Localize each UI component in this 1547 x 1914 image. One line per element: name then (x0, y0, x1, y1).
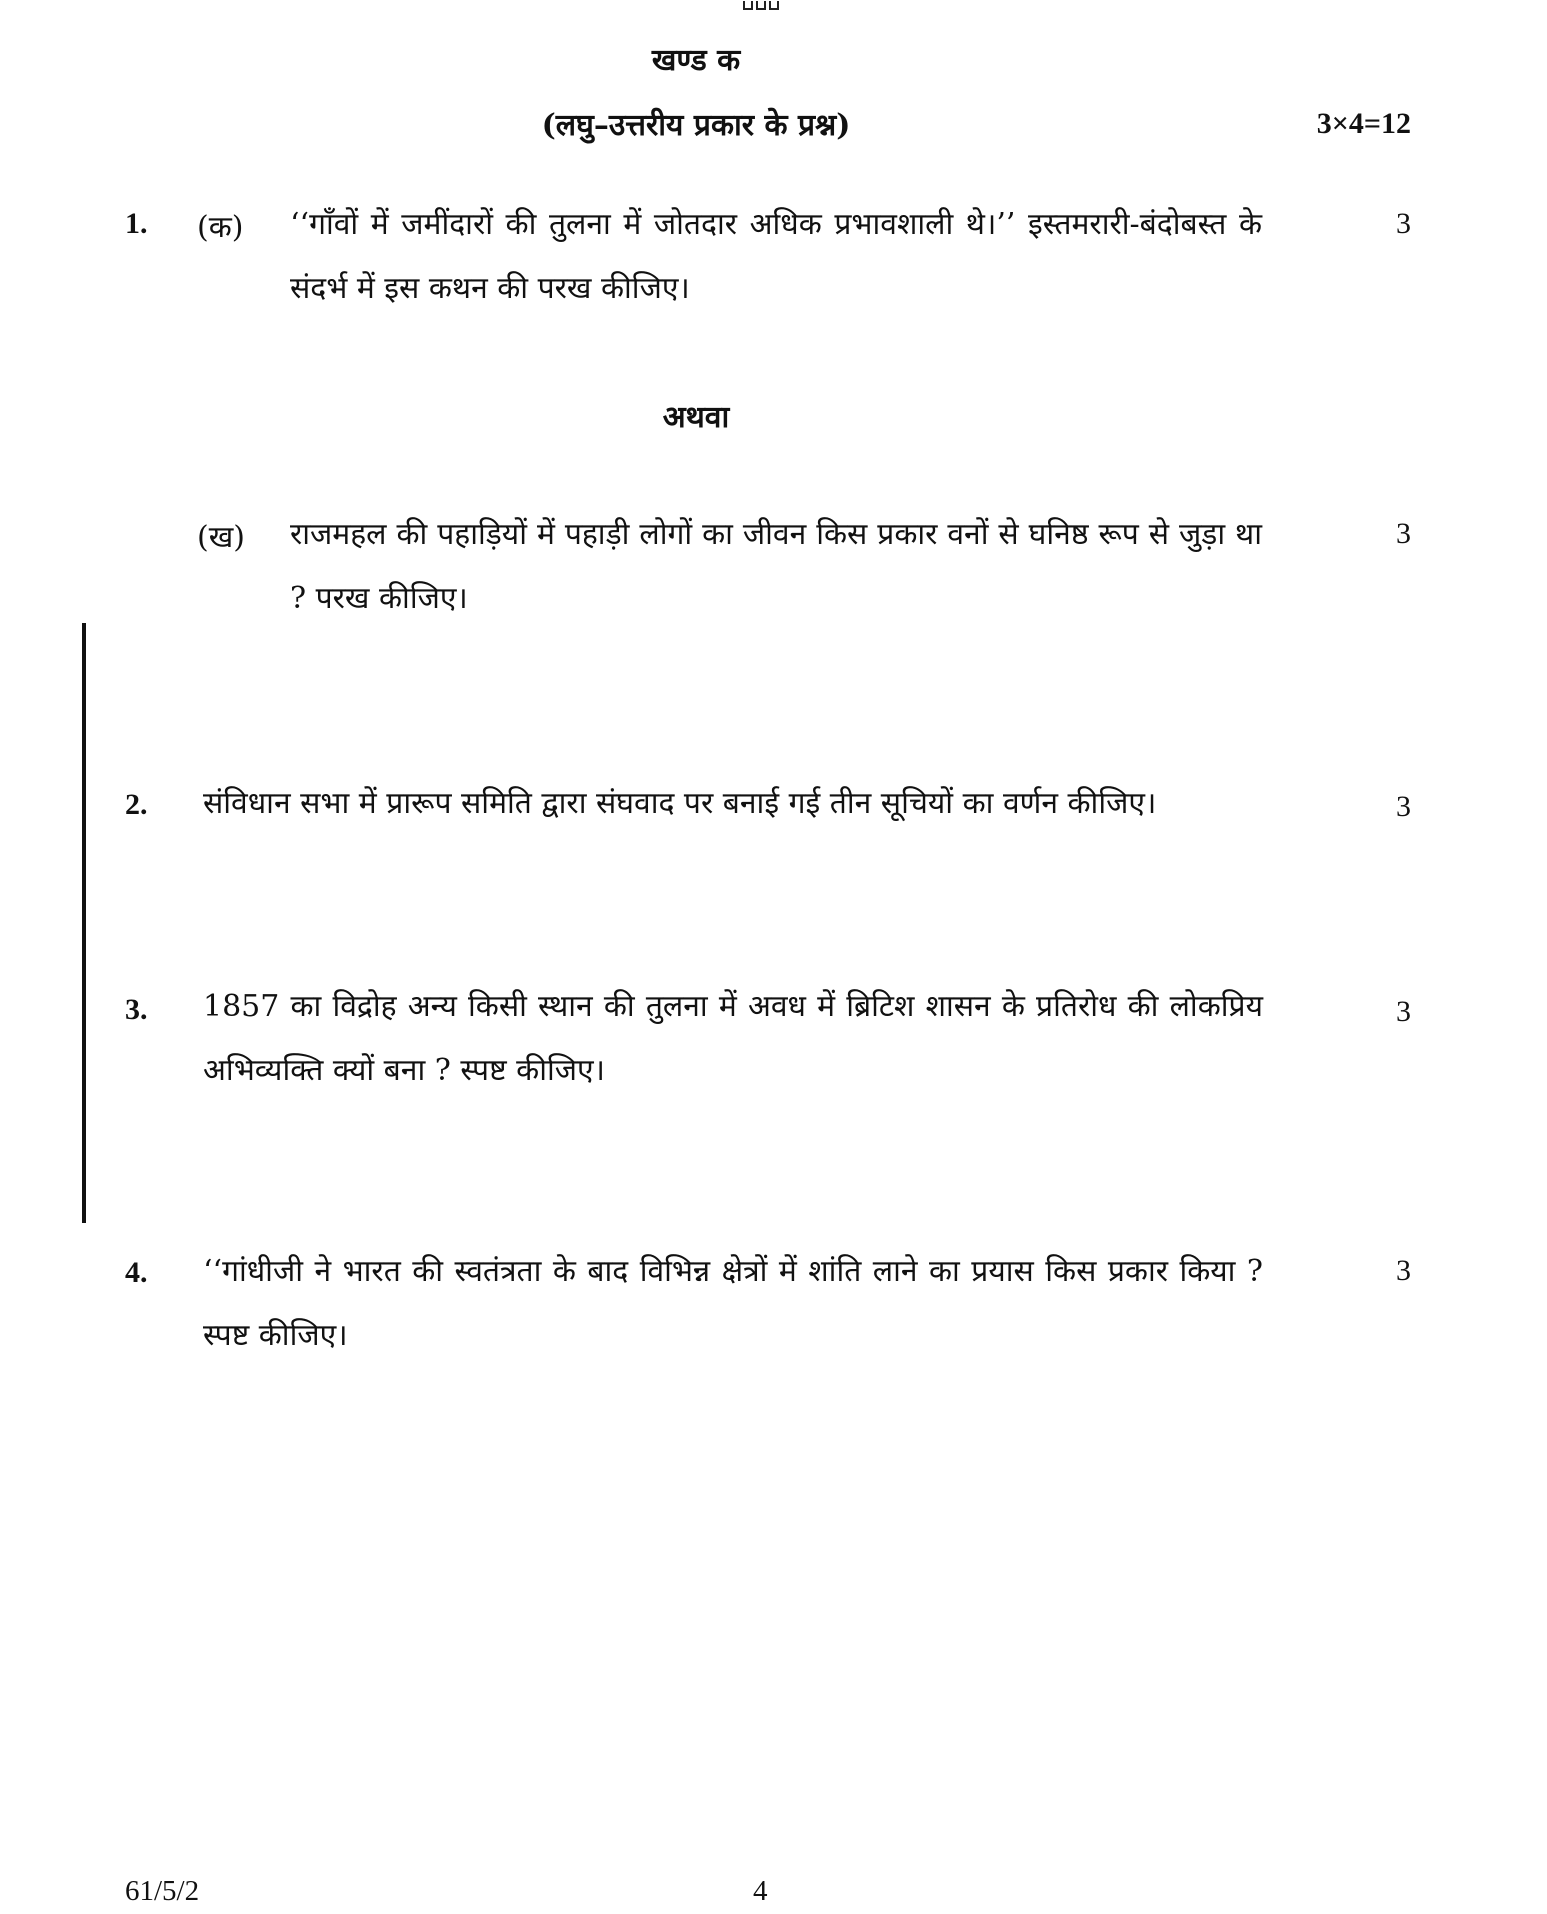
section-title: खण्ड क (651, 43, 741, 78)
question-marks: 3 (1396, 517, 1411, 550)
question-sub-label: (ख) (197, 520, 245, 555)
question-text: संविधान सभा में प्रारूप समिति द्वारा संघवाद पर बनाई गई तीन सूचियों का वर्णन कीजिए। (203, 786, 1157, 821)
margin-line (82, 623, 86, 1223)
question-number: 2. (125, 788, 148, 821)
question-marks: 3 (1396, 995, 1411, 1028)
section-subtitle: (लघु–उत्तरीय प्रकार के प्रश्न) (541, 108, 851, 143)
question-number: 1. (125, 207, 148, 240)
paper-code: 61/5/2 (125, 1875, 200, 1907)
question-marks: 3 (1396, 1254, 1411, 1287)
question-number: 3. (125, 993, 148, 1026)
section-total-marks: 3×4=12 (1316, 107, 1411, 140)
question-marks: 3 (1396, 207, 1411, 240)
question-marks: 3 (1396, 790, 1411, 823)
page-number: 4 (753, 1875, 768, 1907)
question-text: 1857 का विद्रोह अन्य किसी स्थान की तुलना में अवध में ब्रिटिश शासन के प्रतिरोध की लोकप्रिय अभिव्यक्ति क्यों बना ? स्पष्ट कीजिए। (203, 989, 1263, 1088)
question-text: ‘‘गांधीजी ने भारत की स्वतंत्रता के बाद विभिन्न क्षेत्रों में शांति लाने का प्रयास किस प्रकार किया ? स्पष्ट कीजिए। (203, 1254, 1263, 1353)
question-number: 4. (125, 1256, 148, 1289)
or-label: अथवा (662, 400, 730, 435)
qr-code-mark (743, 0, 795, 10)
qr-block (743, 1, 753, 10)
question-text: ‘‘गाँवों में जमींदारों की तुलना में जोतदार अधिक प्रभावशाली थे।’’ इस्तमरारी-बंदोबस्त के संदर्भ में इस कथन की परख कीजिए। (290, 207, 1262, 306)
qr-block (769, 1, 779, 10)
question-sub-label: (क) (197, 210, 244, 245)
question-text: राजमहल की पहाड़ियों में पहाड़ी लोगों का जीवन किस प्रकार वनों से घनिष्ठ रूप से जुड़ा था ? परख कीजिए। (290, 517, 1262, 616)
qr-block (756, 1, 766, 10)
